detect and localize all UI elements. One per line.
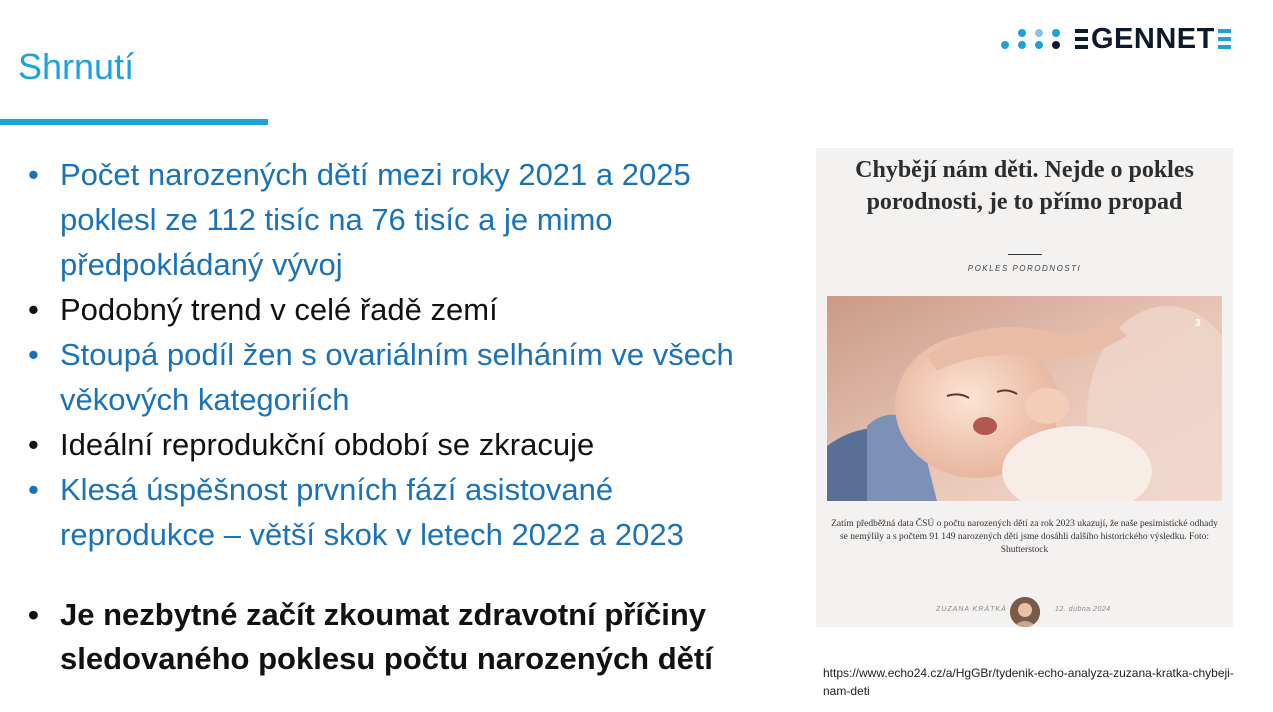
logo-wordmark [1072, 23, 1234, 56]
article-headline: Chybějí nám děti. Nejde o pokles porodnosti, je to přímo propad [855, 157, 1194, 215]
bullet-marker: • [28, 157, 39, 192]
bullet-text: Klesá úspěšnost prvních fází asistované reprodukce – větší skok v letech 2022 a 2023 [60, 472, 684, 552]
slide-title: Shrnutí [18, 46, 135, 87]
bullet-marker: • [28, 337, 39, 372]
title-underline [0, 119, 268, 125]
logo-bars-left-icon [1075, 29, 1088, 49]
photo-number: 3 [1195, 318, 1201, 329]
article-date: 12. dubna 2024 [1055, 606, 1111, 613]
source-link[interactable]: https://www.echo24.cz/a/HgGBr/tydenik-echo-analyza-zuzana-kratka-chybeji-nam-deti [823, 666, 1234, 698]
bullet-list [28, 152, 768, 681]
author-avatar [1010, 597, 1040, 627]
logo-bars-right-icon [1218, 29, 1231, 49]
gennet-logo [1000, 24, 1234, 54]
bullet-item [28, 332, 768, 422]
bullet-text: Je nezbytné začít zkoumat zdravotní příčiny sledovaného poklesu počtu narozených dětí [60, 597, 713, 676]
bullet-marker: • [28, 597, 39, 632]
bullet-text: Ideální reprodukční období se zkracuje [60, 427, 595, 462]
bullet-text: Počet narozených dětí mezi roky 2021 a 2025 poklesl ze 112 tisíc na 76 tisíc a je mimo předpokládaný vývoj [60, 157, 691, 282]
photo-caption: Zatím předběžná data ČSÚ o počtu narozených dětí za rok 2023 ukazují, že naše pesimistické odhady se nemýlily a s počtem 91 149 narozených dětí jsme dosáhli dalšího historického výsledku. Foto: Shutterstock [831, 519, 1218, 555]
baby-photo [827, 296, 1222, 501]
headline-divider [1008, 254, 1042, 255]
article-author: ZUZANA KRÁTKÁ [936, 606, 1007, 613]
bullet-item [28, 287, 768, 332]
logo-dots-icon [1000, 24, 1072, 54]
bullet-item-conclusion [28, 593, 768, 681]
article-screenshot [816, 148, 1233, 627]
logo-text: GENNET [1091, 22, 1215, 55]
bullet-marker: • [28, 427, 39, 462]
bullet-item [28, 467, 768, 557]
bullet-item [28, 422, 768, 467]
bullet-text: Podobný trend v celé řadě zemí [60, 292, 498, 327]
article-section-label: POKLES PORODNOSTI [967, 264, 1082, 273]
bullet-marker: • [28, 472, 39, 507]
bullet-item [28, 152, 768, 287]
bullet-text: Stoupá podíl žen s ovariálním selháním ve všech věkových kategoriích [60, 337, 734, 417]
bullet-marker: • [28, 292, 39, 327]
